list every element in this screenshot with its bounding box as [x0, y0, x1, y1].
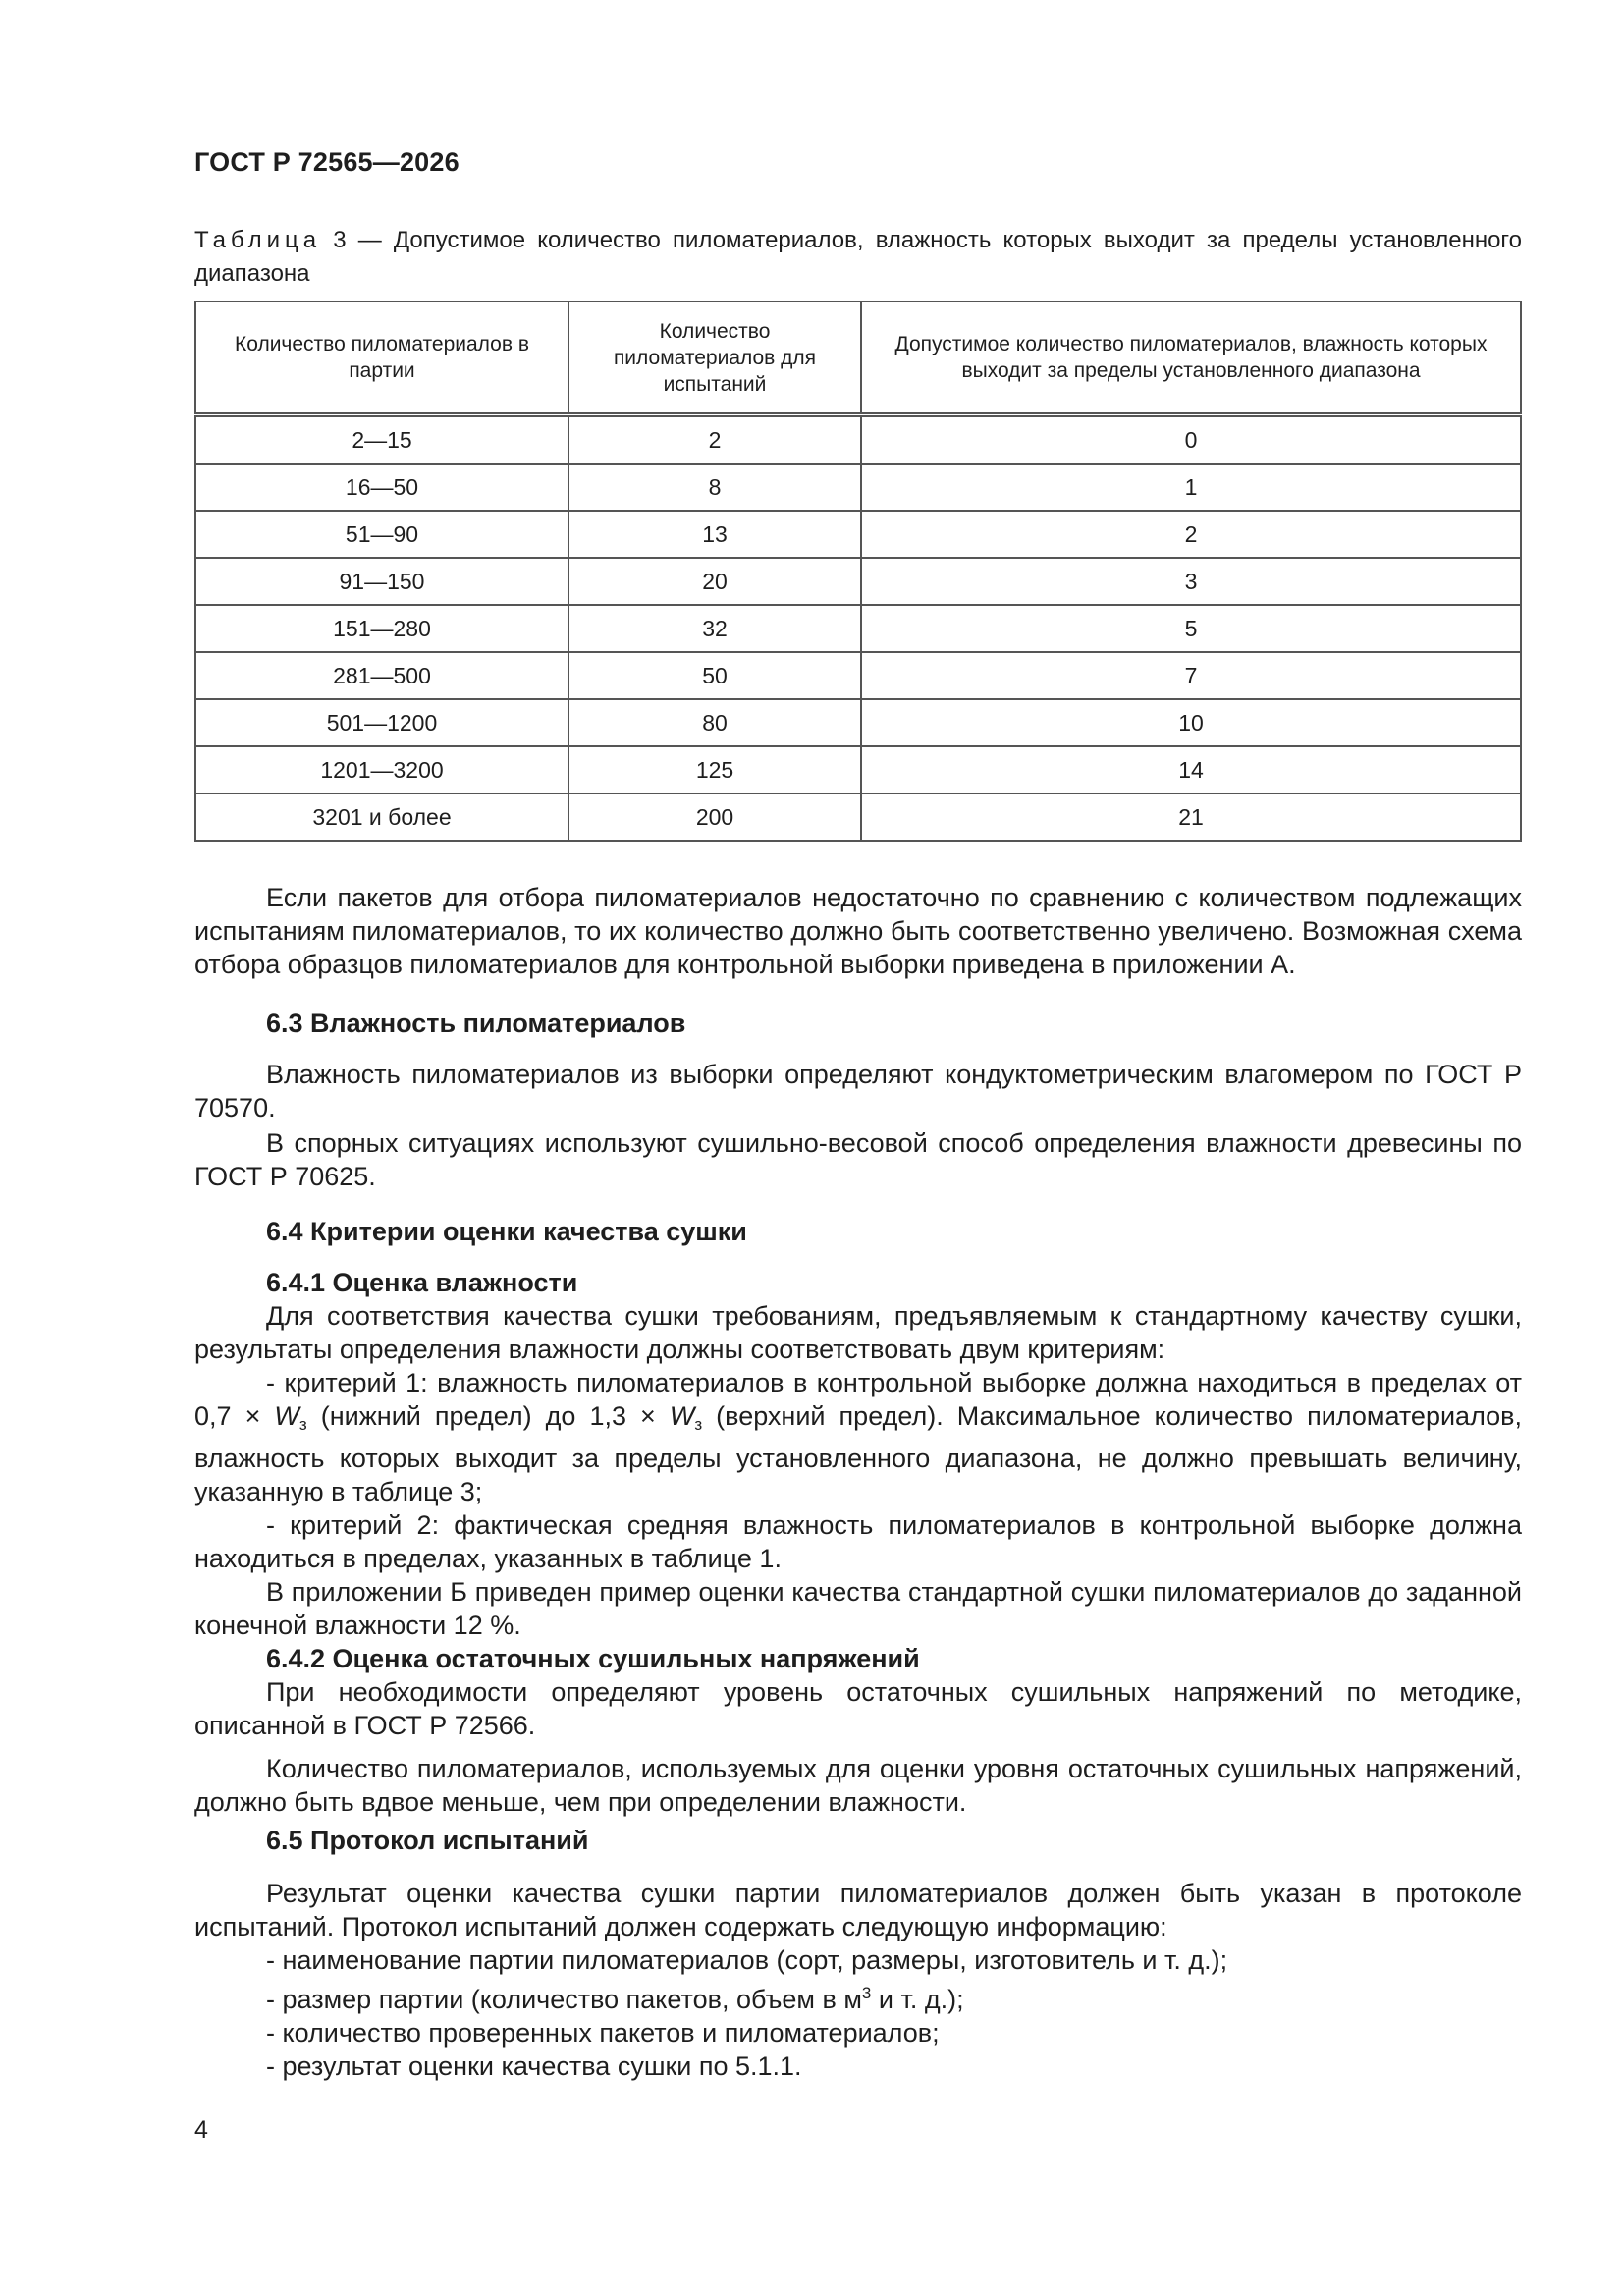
w-symbol: W	[274, 1401, 299, 1431]
w-subscript: з	[694, 1415, 703, 1434]
list-item: - наименование партии пиломатериалов (сорт, размеры, изготовитель и т. д.);	[266, 1945, 1228, 1975]
text-after-table	[194, 881, 1522, 981]
paragraph: Если пакетов для отбора пиломатериалов недостаточно по сравнению с количеством подлежащих испытаниям пиломатериалов, то их количество должно быть соответственно увеличено. Возможная схема отбора образцов пиломатериалов для контрольной выборки приведена в приложении А.	[194, 883, 1522, 979]
table-row	[195, 746, 1521, 793]
table-cell: 13	[568, 511, 861, 558]
table-cell: 8	[568, 464, 861, 511]
table-row	[195, 511, 1521, 558]
table-cell: 3201 и более	[195, 793, 568, 841]
table-cell: 50	[568, 652, 861, 699]
table-cell: 21	[861, 793, 1521, 841]
table-cell: 125	[568, 746, 861, 793]
table-cell: 16—50	[195, 464, 568, 511]
table-cell: 32	[568, 605, 861, 652]
document-header: ГОСТ Р 72565—2026	[194, 147, 460, 177]
section-heading: 6.4 Критерии оценки качества сушки	[266, 1217, 747, 1246]
table-row	[195, 605, 1521, 652]
paragraph: Для соответствия качества сушки требованиям, предъявляемым к стандартному качеству сушки, результаты определения влажности должны соответствовать двум критериям:	[194, 1301, 1522, 1364]
table-caption	[194, 224, 1522, 291]
w-symbol: W	[669, 1401, 695, 1431]
list-item-text: - размер партии (количество пакетов, объем в м	[266, 1985, 862, 2014]
table-cell: 7	[861, 652, 1521, 699]
table-cell: 2	[861, 511, 1521, 558]
table-cell: 14	[861, 746, 1521, 793]
criterion-1	[194, 1366, 1522, 1508]
table-cell: 1201—3200	[195, 746, 568, 793]
table-row	[195, 558, 1521, 605]
paragraph: Влажность пиломатериалов из выборки определяют кондуктометрическим влагомером по ГОСТ Р 70570.	[194, 1060, 1522, 1122]
table-cell: 1	[861, 464, 1521, 511]
table-cell: 2	[568, 415, 861, 465]
section-6-4	[194, 1215, 1522, 1819]
section-6-5	[194, 1824, 1522, 2083]
table-cell: 200	[568, 793, 861, 841]
table-cell: 20	[568, 558, 861, 605]
criterion-2: - критерий 2: фактическая средняя влажность пиломатериалов в контрольной выборке должна находиться в пределах, указанных в таблице 1.	[194, 1510, 1522, 1573]
table-row	[195, 464, 1521, 511]
section-heading: 6.3 Влажность пиломатериалов	[266, 1009, 686, 1038]
paragraph: Количество пиломатериалов, используемых для оценки уровня остаточных сушильных напряжений, должно быть вдвое меньше, чем при определении влажности.	[194, 1754, 1522, 1817]
paragraph: В спорных ситуациях используют сушильно-весовой способ определения влажности древесины по ГОСТ Р 70625.	[194, 1128, 1522, 1191]
list-item	[194, 1977, 1522, 2016]
table-caption-number: 3	[333, 227, 347, 253]
section-heading: 6.5 Протокол испытаний	[266, 1826, 589, 1855]
table-cell: 3	[861, 558, 1521, 605]
table-3	[194, 301, 1522, 842]
w-subscript: з	[298, 1415, 307, 1434]
table-cell: 10	[861, 699, 1521, 746]
page-number: 4	[194, 2116, 208, 2144]
table-row	[195, 415, 1521, 465]
section-6-3	[194, 1007, 1522, 1193]
table-row	[195, 699, 1521, 746]
table-header-row	[195, 301, 1521, 415]
table-caption-text: — Допустимое количество пиломатериалов, влажность которых выходит за пределы установленного диапазона	[194, 227, 1522, 287]
column-header: Количество пиломатериалов в партии	[195, 301, 568, 415]
table-row	[195, 652, 1521, 699]
column-header: Допустимое количество пиломатериалов, влажность которых выходит за пределы установленного диапазона	[861, 301, 1521, 415]
table-cell: 281—500	[195, 652, 568, 699]
criterion-1-text: (верхний предел). Максимальное количество пиломатериалов, влажность которых выходит за пределы установленного диапазона, не должно превышать величину, указанную в таблице 3;	[194, 1401, 1522, 1506]
criterion-1-text: (нижний предел) до 1,3 ×	[306, 1401, 670, 1431]
list-item: - количество проверенных пакетов и пиломатериалов;	[266, 2018, 940, 2048]
list-item: - результат оценки качества сушки по 5.1.1.	[266, 2051, 802, 2081]
paragraph: При необходимости определяют уровень остаточных сушильных напряжений по методике, описанной в ГОСТ Р 72566.	[194, 1677, 1522, 1740]
table-cell: 80	[568, 699, 861, 746]
table-caption-label: Таблица	[194, 227, 322, 253]
table-cell: 51—90	[195, 511, 568, 558]
table-cell: 5	[861, 605, 1521, 652]
table-row	[195, 793, 1521, 841]
table-cell: 151—280	[195, 605, 568, 652]
table-cell: 0	[861, 415, 1521, 465]
column-header: Количество пиломатериалов для испытаний	[568, 301, 861, 415]
paragraph: Результат оценки качества сушки партии пиломатериалов должен быть указан в протоколе испытаний. Протокол испытаний должен содержать следующую информацию:	[194, 1879, 1522, 1941]
list-item-text: и т. д.);	[871, 1985, 964, 2014]
superscript: 3	[861, 1984, 872, 2002]
subsection-heading: 6.4.2 Оценка остаточных сушильных напряжений	[266, 1644, 920, 1673]
subsection-heading: 6.4.1 Оценка влажности	[266, 1268, 578, 1297]
paragraph: В приложении Б приведен пример оценки качества стандартной сушки пиломатериалов до заданной конечной влажности 12 %.	[194, 1577, 1522, 1640]
table-cell: 2—15	[195, 415, 568, 465]
criterion-1-text: - критерий 1: влажность пиломатериалов в контрольной выборке должна находиться в пределах от 0,7 ×	[194, 1368, 1522, 1431]
table-cell: 501—1200	[195, 699, 568, 746]
table-cell: 91—150	[195, 558, 568, 605]
